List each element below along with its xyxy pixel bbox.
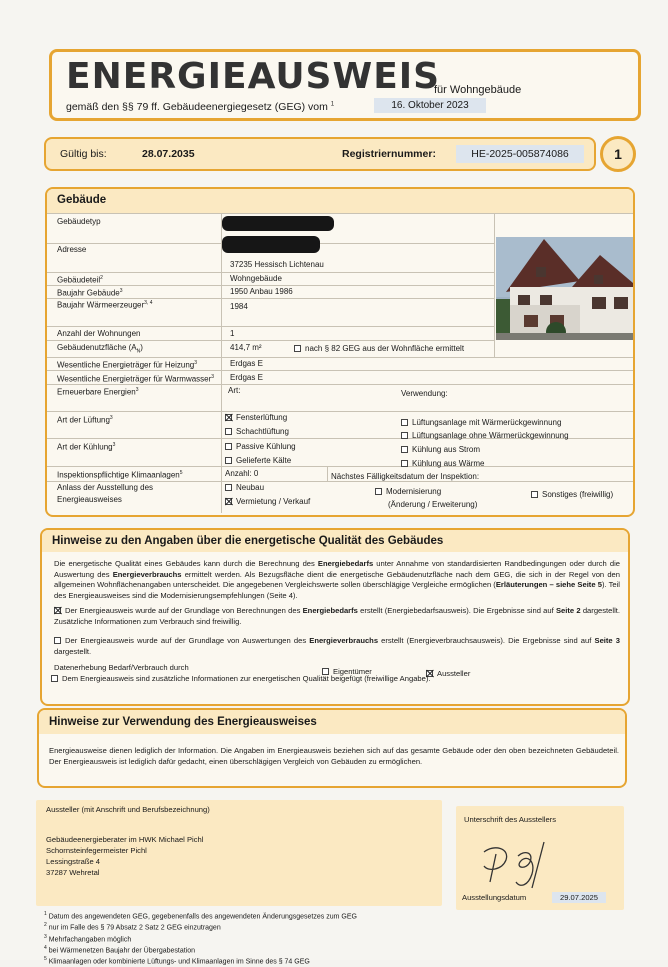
row-label-construction-year: Baujahr Gebäude$^3$	[57, 288, 123, 298]
signature-label: Unterschrift des Ausstellers	[464, 815, 557, 824]
row-label-reason-1: Anlass der Ausstellung des	[57, 483, 154, 492]
row-label-heater-year: Baujahr Wärmeerzeuger$^{3, 4}$	[57, 300, 153, 310]
row-label-dwellings: Anzahl der Wohnungen	[57, 329, 141, 338]
grid-v3	[327, 466, 328, 481]
building-section	[45, 187, 635, 517]
issuer-line-4: 37287 Wehretal	[46, 868, 100, 877]
reason-rent-sale-checkbox[interactable]	[225, 498, 232, 505]
cooling-heat: Kühlung aus Wärme	[401, 458, 484, 469]
law-date: 16. Oktober 2023	[374, 98, 486, 113]
ventilation-shaft-checkbox[interactable]	[225, 428, 232, 435]
ac-count: Anzahl: 0	[225, 469, 259, 478]
issue-date: 29.07.2025	[552, 892, 606, 903]
reason-modernisation: Modernisierung	[375, 486, 441, 497]
registration-number: HE-2025-005874086	[456, 145, 584, 163]
ac-next-inspection: Nächstes Fälligkeitsdatum der Inspektion:	[331, 472, 480, 481]
value-heater-year: 1984	[230, 302, 248, 311]
ventilation-shaft: Schachtlüftung	[225, 426, 289, 437]
additional-info-checkbox[interactable]	[51, 675, 58, 682]
value-heating-carrier: Erdgas E	[230, 359, 263, 368]
issuer-line-1: Gebäudeenergieberater im HWK Michael Pichl	[46, 835, 204, 844]
data-collection-label: Datenerhebung Bedarf/Verbrauch durch	[54, 663, 189, 672]
reason-new-checkbox[interactable]	[225, 484, 232, 491]
value-address: 37235 Hessisch Lichtenau	[230, 260, 324, 269]
grid-h10	[47, 411, 633, 412]
building-header-bar	[47, 189, 633, 213]
issuer-label: Aussteller (mit Anschrift und Berufsbezeichnung)	[46, 805, 210, 814]
row-label-address: Adresse	[57, 245, 87, 254]
demand-based-option: Der Energieausweis wurde auf der Grundlage von Berechnungen des Energiebedarfs erstellt (Energiebedarfsausweis). Die Ergebnisse sind auf Seite 2 dargestellt. Zusätzliche Informationen zum Verbrauch sind freiwillig.	[54, 606, 620, 626]
demand-based-checkbox[interactable]	[54, 607, 61, 614]
quality-paragraph: Die energetische Qualität eines Gebäudes kann durch die Berechnung des Energiebedarfs unter Annahme von standardisierten Randbedingungen oder durch die Auswertung des Energieverbrauchs ermittelt werden. Als Bezugsfläche dient die energetische Gebäudenutzfläche nach dem GEG, die sich in der Regel von den allgemeinen Wohnflächenangaben unterscheidet. Die angegebenen Vergleichswerte sollen überschlägige Vergleiche ermöglichen (Erläuterungen – siehe Seite 5). Teil des Energieausweises sind die Modernisierungsempfehlungen (Seite 4).	[54, 559, 620, 600]
building-heading: Gebäude	[57, 194, 107, 206]
row-label-usable-area: Gebäudenutzfläche $(A_N)$	[57, 343, 143, 355]
footnote-1: $^1$ Datum des angewendeten GEG, gegebenenfalls des angewendeten Änderungsgesetzes zum GEG	[44, 911, 357, 921]
page-number-badge: 1	[600, 136, 636, 172]
cooling-delivered: Gelieferte Kälte	[225, 455, 291, 466]
reason-modernisation-note: (Änderung / Erweiterung)	[388, 500, 478, 509]
document-subtitle: für Wohngebäude	[434, 84, 522, 96]
value-dwellings: 1	[230, 329, 235, 338]
area-checkbox[interactable]	[294, 345, 301, 352]
usage-notes-section	[37, 708, 627, 788]
consumption-based-checkbox[interactable]	[54, 637, 61, 644]
grid-h0	[47, 213, 633, 214]
document-title: ENERGIEAUSWEIS	[66, 56, 441, 97]
area-option: nach § 82 GEG aus der Wohnfläche ermittelt	[294, 343, 464, 354]
cooling-delivered-checkbox[interactable]	[225, 457, 232, 464]
grid-v2	[494, 213, 495, 357]
building-photo	[496, 237, 633, 340]
house-illustration	[496, 237, 633, 340]
ventilation-window-checkbox[interactable]	[225, 414, 232, 421]
data-by-issuer: Aussteller	[426, 668, 470, 679]
cooling-heat-checkbox[interactable]	[401, 460, 408, 467]
footnotes	[44, 910, 444, 967]
grid-h12	[47, 466, 633, 467]
signature-scribble-icon	[466, 834, 576, 894]
row-label-heating-carrier: Wesentliche Energieträger für Heizung$^3$	[57, 360, 198, 370]
registration-label: Registriernummer:	[342, 148, 436, 160]
value-building-part: Wohngebäude	[230, 274, 282, 283]
reason-other: Sonstiges (freiwillig)	[531, 489, 613, 500]
valid-until-date: 28.07.2035	[142, 148, 195, 160]
grid-h6	[47, 340, 494, 341]
title-box	[49, 49, 641, 121]
signature-box	[456, 806, 624, 910]
value-usable-area: 414,7 m²	[230, 343, 262, 352]
reason-other-checkbox[interactable]	[531, 491, 538, 498]
issuer-line-2: Schornsteinfegermeister Pichl	[46, 846, 147, 855]
issue-date-label: Ausstellungsdatum	[462, 893, 527, 902]
data-by-owner: Eigentümer	[322, 666, 372, 677]
row-label-building-part: Gebäudeteil$^2$	[57, 275, 103, 285]
redaction-bar-1	[222, 216, 334, 231]
grid-h5	[47, 326, 494, 327]
quality-heading: Hinweise zu den Angaben über die energetische Qualität des Gebäudes	[52, 535, 444, 547]
validity-bar	[44, 137, 596, 171]
row-label-renewables: Erneuerbare Energien$^3$	[57, 387, 139, 397]
row-label-ac: Inspektionspflichtige Klimaanlagen$^5$	[57, 470, 183, 480]
row-label-ventilation: Art der Lüftung$^3$	[57, 415, 113, 425]
issuer-line-3: Lessingstraße 4	[46, 857, 101, 866]
row-label-water-carrier: Wesentliche Energieträger für Warmwasser$^3$	[57, 374, 215, 384]
footnote-4: $^4$ bei Wärmenetzen Baujahr der Übergabestation	[44, 944, 196, 955]
row-label-cooling: Art der Kühlung$^3$	[57, 442, 116, 452]
cooling-passive-checkbox[interactable]	[225, 443, 232, 450]
row-label-building-type: Gebäudetyp	[57, 217, 101, 226]
footnote-3: $^3$ Mehrfachangaben möglich	[44, 933, 132, 943]
ventilation-without-recovery: Lüftungsanlage ohne Wärmerückgewinnung	[401, 430, 569, 441]
issuer-box	[36, 800, 442, 906]
footnote-2: $^2$ nur im Falle des § 79 Absatz 2 Satz 2 GEG einzutragen	[44, 922, 221, 932]
valid-until-label: Gültig bis:	[60, 148, 107, 160]
reason-new: Neubau	[225, 482, 264, 493]
consumption-based-option: Der Energieausweis wurde auf der Grundlage von Auswertungen des Energieverbrauchs erstellt (Energieverbrauchsausweis). Die Ergebnisse sind auf Seite 3 dargestellt.	[54, 636, 620, 656]
ventilation-window: Fensterlüftung	[225, 412, 287, 423]
row-label-reason-2: Energieausweises	[57, 495, 122, 504]
grid-v1	[221, 213, 222, 513]
law-reference: gemäß den §§ 79 ff. Gebäudeenergiegesetz (GEG) vom $^1$	[66, 101, 335, 113]
cooling-electric: Kühlung aus Strom	[401, 444, 480, 455]
cooling-passive: Passive Kühlung	[225, 441, 296, 452]
usage-heading: Hinweise zur Verwendung des Energieausweises	[49, 716, 317, 728]
renewables-art: Art:	[228, 386, 241, 395]
quality-notes-section	[40, 528, 630, 706]
value-water-carrier: Erdgas E	[230, 373, 263, 382]
cooling-electric-checkbox[interactable]	[401, 446, 408, 453]
ventilation-without-recovery-checkbox[interactable]	[401, 432, 408, 439]
renewables-use: Verwendung:	[401, 389, 448, 398]
usage-paragraph: Energieausweise dienen lediglich der Information. Die Angaben im Energieausweis beziehen sich auf das gesamte Gebäude oder den oben bezeichneten Gebäudeteil. Der Energieausweis ist lediglich dafür gedacht, einen überschlägigen Vergleich von Gebäuden zu ermöglichen.	[49, 746, 619, 766]
ventilation-with-recovery: Lüftungsanlage mit Wärmerückgewinnung	[401, 417, 561, 428]
reason-rent-sale: Vermietung / Verkauf	[225, 496, 310, 507]
value-construction-year: 1950 Anbau 1986	[230, 287, 293, 296]
ventilation-with-recovery-checkbox[interactable]	[401, 419, 408, 426]
footnote-5: $^5$ Klimaanlagen oder kombinierte Lüftungs- und Klimaanlagen im Sinne des § 74 GEG	[44, 956, 310, 966]
redaction-bar-2	[222, 236, 320, 253]
additional-info-option: Dem Energieausweis sind zusätzliche Informationen zur energetischen Qualität beigefügt (freiwillige Angabe).	[51, 673, 431, 684]
reason-modernisation-checkbox[interactable]	[375, 488, 382, 495]
